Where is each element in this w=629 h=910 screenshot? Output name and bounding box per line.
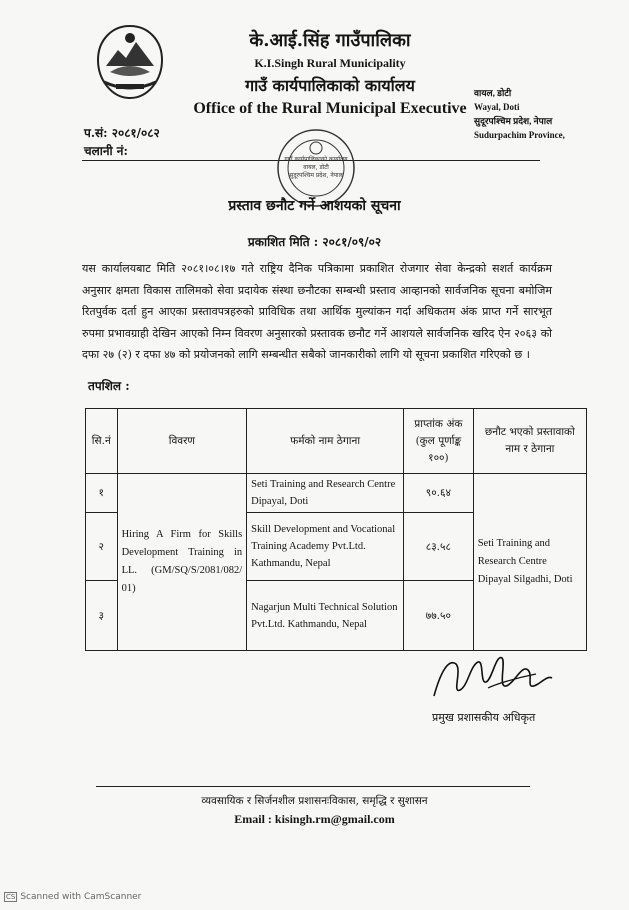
header-firm: फर्मको नाम ठेगाना bbox=[247, 409, 404, 474]
stamp-line: वायल, डोटी bbox=[303, 164, 329, 171]
cell-description: Hiring A Firm for Skills Development Training in LL. (GM/SQ/S/2081/082/ 01) bbox=[117, 474, 247, 651]
table-row bbox=[86, 474, 587, 513]
header-selected: छनौट भएको प्रस्तावाको नाम र ठेगाना bbox=[473, 409, 586, 474]
scanner-watermark bbox=[4, 892, 141, 902]
details-label: तपशिल : bbox=[88, 379, 130, 393]
cell-firm: Skill Development and Vocational Training Academy Pvt.Ltd. Kathmandu, Nepal bbox=[247, 513, 404, 581]
address-line: सुदूरपश्चिम प्रदेश, नेपाल bbox=[474, 116, 553, 126]
scanner-text: Scanned with CamScanner bbox=[20, 892, 142, 902]
camscanner-icon: CS bbox=[6, 893, 16, 901]
notice-title: प्रस्ताव छनौट गर्ने आशयको सूचना bbox=[228, 198, 401, 214]
cell-firm: Seti Training and Research Centre Dipayal, Doti bbox=[247, 474, 404, 513]
municipality-name-en: K.I.Singh Rural Municipality bbox=[254, 56, 406, 70]
signature-scribble bbox=[426, 644, 556, 708]
published-date: प्रकाशित मिति : २०८१/०९/०२ bbox=[247, 235, 382, 249]
header-description: विवरण bbox=[117, 409, 247, 474]
footer-motto: व्यवसायिक र सिर्जनशील प्रशासनःविकास, समृद्धि र सुशासन bbox=[201, 795, 428, 807]
address-line: वायल, डोटी bbox=[474, 88, 512, 98]
reference-number: प.सं: २०८१/०८२ bbox=[84, 126, 160, 140]
address-line: Wayal, Doti bbox=[474, 102, 520, 112]
header-sn: सि.नं bbox=[86, 409, 118, 474]
cell-marks: ९०.६४ bbox=[404, 474, 474, 513]
evaluation-table bbox=[85, 408, 587, 651]
cell-sn: १ bbox=[86, 474, 118, 513]
cell-marks: ७७.५० bbox=[404, 581, 474, 651]
address-line: Sudurpachim Province, bbox=[474, 130, 565, 140]
office-name-np: गाउँ कार्यपालिकाको कार्यालय bbox=[245, 76, 415, 95]
table-header-row bbox=[86, 409, 587, 474]
stamp-line: सुदूरपश्चिम प्रदेश, नेपाल bbox=[289, 172, 343, 179]
cell-sn: ३ bbox=[86, 581, 118, 651]
cell-sn: २ bbox=[86, 513, 118, 581]
cell-firm: Nagarjun Multi Technical Solution Pvt.Ltd. Kathmandu, Nepal bbox=[247, 581, 404, 651]
office-name-en: Office of the Rural Municipal Executive bbox=[193, 100, 467, 117]
stamp-line: गाउँ कार्यपालिकाको कार्यालय bbox=[284, 156, 348, 163]
cell-marks: ८३.५८ bbox=[404, 513, 474, 581]
cell-selected: Seti Training and Research Centre Dipayal Silgadhi, Doti bbox=[473, 474, 586, 651]
municipality-logo bbox=[96, 24, 164, 100]
footer-divider bbox=[96, 786, 530, 787]
reference-block bbox=[84, 124, 160, 160]
notice-body: यस कार्यालयबाट मिति २०८१।०८।१७ गते राष्ट्रिय दैनिक पत्रिकामा प्रकाशित रोजगार सेवा केन्द्रको सशर्त कार्यक्रम अनुसार क्षमता विकास तालिमको सेवा प्रदायेक संस्था छनौटका सम्बन्धी प्रस्ताव आव्हानको सार्वजनिक सूचना बमोजिम रितपुर्वक दर्ता हुन आएका प्रस्तावपत्रहरुको प्राविधिक तथा आर्थिक मुल्यांकन गर्दा अधिकतम अंक प्राप्त गर्ने सारभूत रुपमा प्रभावग्राही देखिन आएको निम्न विवरण अनुसारको प्रस्तावक छनौट गर्ने आशयले सार्वजनिक खरिद ऐन २०६३ को दफा २७ (२) र दफा ४७ को प्रयोजनको लागि सम्बन्धीत सबैको जानकारीको लागि यो सूचना प्रकाशित गरिएको छ । bbox=[82, 262, 552, 361]
header-marks: प्राप्तांक अंक (कुल पूर्णाङ्क १००) bbox=[404, 409, 474, 474]
dispatch-number: चलानी नं: bbox=[84, 144, 128, 158]
municipality-name-np: के.आई.सिंह गाउँपालिका bbox=[249, 30, 411, 51]
address-block bbox=[474, 86, 565, 142]
signatory-title: प्रमुख प्रशासकीय अधिकृत bbox=[432, 711, 536, 724]
footer-email: Email : kisingh.rm@gmail.com bbox=[234, 812, 395, 826]
